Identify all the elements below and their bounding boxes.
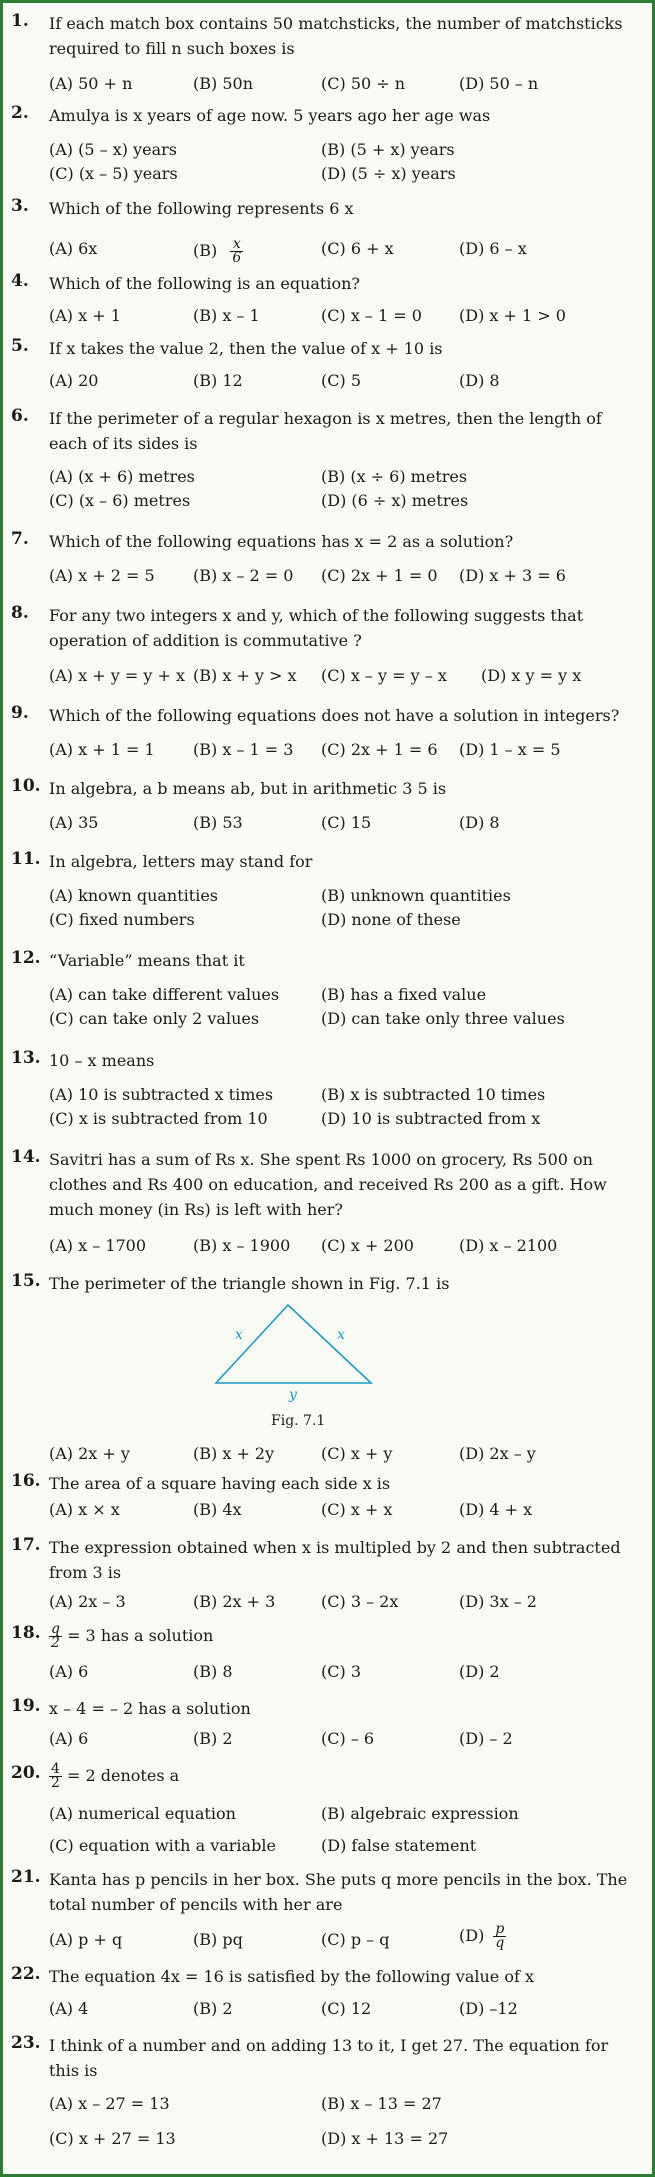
question-number: 6. xyxy=(11,406,29,426)
question-number: 16. xyxy=(11,1471,41,1491)
option-c[interactable]: (C) (x – 5) years xyxy=(49,164,178,183)
option-d[interactable]: (D) – 2 xyxy=(459,1729,513,1748)
option-c[interactable]: (C) fixed numbers xyxy=(49,910,195,929)
option-b[interactable]: (B) pq xyxy=(193,1930,243,1949)
option-a[interactable]: (A) x + 2 = 5 xyxy=(49,566,155,585)
option-b[interactable]: (B) unknown quantities xyxy=(321,886,511,905)
option-d[interactable]: (D) 50 – n xyxy=(459,74,539,93)
question-number: 5. xyxy=(11,336,29,356)
option-a[interactable]: (A) can take different values xyxy=(49,985,280,1004)
question-number: 2. xyxy=(11,103,29,123)
option-d[interactable]: (D) 10 is subtracted from x xyxy=(321,1109,541,1128)
option-d[interactable]: (D) –12 xyxy=(459,1999,518,2018)
option-d[interactable]: (D) (6 ÷ x) metres xyxy=(321,491,469,510)
fraction-x-over-6: $\frac{x}{6}$ xyxy=(232,236,242,266)
base-label: y xyxy=(289,1387,297,1403)
question-number: 20. xyxy=(11,1763,41,1783)
question-text: If each match box contains 50 matchsticks, the number of matchsticks required to fill n such boxes is xyxy=(49,14,623,58)
option-b[interactable]: (B) 2 xyxy=(193,1729,233,1748)
option-a[interactable]: (A) 6 xyxy=(49,1662,89,1681)
option-c[interactable]: (C) 3 xyxy=(321,1662,361,1681)
option-d[interactable]: (D) 1 – x = 5 xyxy=(459,740,561,759)
option-a[interactable]: (A) 4 xyxy=(49,1999,89,2018)
question-number: 22. xyxy=(11,1964,41,1984)
option-d[interactable]: (D) x y = y x xyxy=(481,666,582,685)
option-a[interactable]: (A) 50 + n xyxy=(49,74,133,93)
option-d[interactable]: (D) false statement xyxy=(321,1836,477,1855)
option-d[interactable]: (D) (5 ÷ x) years xyxy=(321,164,456,183)
option-a[interactable]: (A) x – 1700 xyxy=(49,1236,147,1255)
option-d[interactable]: (D) 8 xyxy=(459,813,500,832)
option-a[interactable]: (A) 35 xyxy=(49,813,99,832)
option-c[interactable]: (C) 15 xyxy=(321,813,372,832)
option-d[interactable]: (D) x + 13 = 27 xyxy=(321,2129,449,2148)
question-number: 15. xyxy=(11,1271,41,1291)
option-a[interactable]: (A) known quantities xyxy=(49,886,219,905)
option-a[interactable]: (A) p + q xyxy=(49,1930,123,1949)
option-b[interactable]: (B) 4x xyxy=(193,1500,242,1519)
option-b[interactable]: (B) x is subtracted 10 times xyxy=(321,1085,546,1104)
question-number: 1. xyxy=(11,11,29,31)
option-b[interactable] xyxy=(193,238,243,265)
option-b[interactable]: (B) (x ÷ 6) metres xyxy=(321,467,468,486)
question-number: 7. xyxy=(11,529,29,549)
question-number: 8. xyxy=(11,603,29,623)
question-number: 11. xyxy=(11,849,41,869)
question-number: 10. xyxy=(11,776,41,796)
option-d-label: (D) xyxy=(459,1926,485,1945)
option-b[interactable]: (B) (5 + x) years xyxy=(321,140,455,159)
option-c[interactable]: (C) equation with a variable xyxy=(49,1836,276,1855)
option-c[interactable]: (C) x + 200 xyxy=(321,1236,414,1255)
question-number: 21. xyxy=(11,1867,41,1887)
option-a[interactable]: (A) x + y = y + x xyxy=(49,666,185,685)
question-text: Which of the following equations does not have a solution in integers? xyxy=(49,706,620,725)
option-b[interactable]: (B) x + y > x xyxy=(193,666,297,685)
question-number: 19. xyxy=(11,1696,41,1716)
option-a[interactable]: (A) 2x – 3 xyxy=(49,1592,126,1611)
question-number: 4. xyxy=(11,271,29,291)
fraction-p-over-q: $\frac{p}{q}$ xyxy=(495,1921,505,1951)
option-b[interactable]: (B) 8 xyxy=(193,1662,233,1681)
option-b[interactable]: (B) 2x + 3 xyxy=(193,1592,276,1611)
option-a[interactable]: (A) (5 – x) years xyxy=(49,140,177,159)
option-c[interactable]: (C) p – q xyxy=(321,1930,390,1949)
option-b-label: (B) xyxy=(193,241,218,260)
option-b[interactable]: (B) 12 xyxy=(193,371,243,390)
option-d[interactable]: (D) can take only three values xyxy=(321,1009,565,1028)
question-text: “Variable” means that it xyxy=(49,951,245,970)
option-b[interactable]: (B) has a fixed value xyxy=(321,985,487,1004)
option-b[interactable]: (B) 2 xyxy=(193,1999,233,2018)
fraction-q-over-2: $\frac{q}{2}$ xyxy=(51,1621,60,1651)
triangle-shape xyxy=(216,1305,371,1383)
fraction-4-over-2: $\frac{4}{2}$ xyxy=(51,1761,60,1791)
option-a[interactable]: (A) 2x + y xyxy=(49,1444,130,1463)
question-text: If the perimeter of a regular hexagon is x metres, then the length of each of its sides is xyxy=(49,409,602,453)
question-text: The expression obtained when x is multipled by 2 and then subtracted from 3 is xyxy=(49,1538,621,1582)
option-b[interactable]: (B) 50n xyxy=(193,74,253,93)
option-c[interactable]: (C) 6 + x xyxy=(321,239,394,258)
question-number: 14. xyxy=(11,1147,41,1167)
question-number: 12. xyxy=(11,948,41,968)
question-number: 13. xyxy=(11,1048,41,1068)
option-c[interactable]: (C) x – y = y – x xyxy=(321,666,447,685)
option-a[interactable]: (A) (x + 6) metres xyxy=(49,467,195,486)
option-c[interactable]: (C) 50 ÷ n xyxy=(321,74,406,93)
option-b[interactable]: (B) x – 1 = 3 xyxy=(193,740,294,759)
option-d[interactable]: (D) 6 – x xyxy=(459,239,527,258)
option-b[interactable]: (B) x – 1900 xyxy=(193,1236,291,1255)
option-b[interactable]: (B) 53 xyxy=(193,813,243,832)
option-d[interactable]: (D) x – 2100 xyxy=(459,1236,558,1255)
option-b[interactable]: (B) x – 2 = 0 xyxy=(193,566,294,585)
question-text: Amulya is x years of age now. 5 years ago her age was xyxy=(49,106,491,125)
option-d[interactable]: (D) none of these xyxy=(321,910,461,929)
option-c[interactable]: (C) x + y xyxy=(321,1444,393,1463)
option-b[interactable]: (B) x – 13 = 27 xyxy=(321,2094,442,2113)
option-d[interactable]: (D) x + 3 = 6 xyxy=(459,566,566,585)
question-text: Kanta has p pencils in her box. She puts q more pencils in the box. The total number of pencils with her are xyxy=(49,1870,628,1914)
question-number: 9. xyxy=(11,703,29,723)
option-a[interactable]: (A) 6 xyxy=(49,1729,89,1748)
question-text: Which of the following represents 6 x xyxy=(49,199,354,218)
option-a[interactable]: (A) x – 27 = 13 xyxy=(49,2094,170,2113)
option-c[interactable]: (C) – 6 xyxy=(321,1729,375,1748)
question-number: 18. xyxy=(11,1623,41,1643)
question-number: 3. xyxy=(11,196,29,216)
question-text: The perimeter of the triangle shown in Fig. 7.1 is xyxy=(49,1274,450,1293)
question-text: The equation 4x = 16 is satisfied by the following value of x xyxy=(49,1967,535,1986)
question-text: 10 – x means xyxy=(49,1051,155,1070)
option-d[interactable]: (D) 4 + x xyxy=(459,1500,533,1519)
option-c[interactable]: (C) 5 xyxy=(321,371,361,390)
option-b[interactable]: (B) x – 1 xyxy=(193,306,260,325)
option-d[interactable]: (D) 8 xyxy=(459,371,500,390)
triangle-figure xyxy=(213,1301,383,1403)
option-d[interactable]: (D) x + 1 > 0 xyxy=(459,306,566,325)
question-text-row xyxy=(49,1763,641,1790)
question-text-row xyxy=(49,1623,641,1650)
option-b[interactable]: (B) algebraic expression xyxy=(321,1804,519,1823)
option-d[interactable] xyxy=(459,1923,506,1950)
option-c[interactable]: (C) can take only 2 values xyxy=(49,1009,260,1028)
question-number: 23. xyxy=(11,2033,41,2053)
option-c[interactable]: (C) x + 27 = 13 xyxy=(49,2129,176,2148)
option-c[interactable]: (C) 3 – 2x xyxy=(321,1592,399,1611)
side-right-label: x xyxy=(337,1327,345,1343)
option-c[interactable]: (C) 12 xyxy=(321,1999,372,2018)
option-b[interactable]: (B) x + 2y xyxy=(193,1444,275,1463)
option-d[interactable]: (D) 2x – y xyxy=(459,1444,536,1463)
question-text: The area of a square having each side x is xyxy=(49,1474,391,1493)
option-c[interactable]: (C) 2x + 1 = 6 xyxy=(321,740,438,759)
option-c[interactable]: (C) x + x xyxy=(321,1500,393,1519)
question-text: Savitri has a sum of Rs x. She spent Rs 1000 on grocery, Rs 500 on clothes and Rs 400 on education, and received Rs 200 as a gift. How much money (in Rs) is left with her? xyxy=(49,1150,607,1219)
option-a[interactable]: (A) 6x xyxy=(49,239,98,258)
question-text: = 3 has a solution xyxy=(67,1626,214,1645)
figure-caption: Fig. 7.1 xyxy=(271,1413,326,1429)
question-text: = 2 denotes a xyxy=(67,1766,180,1785)
question-text: x – 4 = – 2 has a solution xyxy=(49,1699,251,1718)
question-text: If x takes the value 2, then the value of x + 10 is xyxy=(49,339,443,358)
option-a[interactable]: (A) x + 1 xyxy=(49,306,121,325)
option-c[interactable]: (C) 2x + 1 = 0 xyxy=(321,566,438,585)
option-c[interactable]: (C) x is subtracted from 10 xyxy=(49,1109,268,1128)
question-text: In algebra, a b means ab, but in arithmetic 3 5 is xyxy=(49,779,447,798)
side-left-label: x xyxy=(235,1327,243,1343)
option-a[interactable]: (A) 20 xyxy=(49,371,99,390)
question-number: 17. xyxy=(11,1535,41,1555)
option-d[interactable]: (D) 2 xyxy=(459,1662,500,1681)
question-text: Which of the following equations has x = 2 as a solution? xyxy=(49,532,514,551)
option-a[interactable]: (A) numerical equation xyxy=(49,1804,236,1823)
option-a[interactable]: (A) 10 is subtracted x times xyxy=(49,1085,274,1104)
option-a[interactable]: (A) x × x xyxy=(49,1500,120,1519)
option-a[interactable]: (A) x + 1 = 1 xyxy=(49,740,155,759)
question-text: I think of a number and on adding 13 to it, I get 27. The equation for this is xyxy=(49,2036,609,2080)
question-text: Which of the following is an equation? xyxy=(49,274,360,293)
question-text: In algebra, letters may stand for xyxy=(49,852,313,871)
option-c[interactable]: (C) (x – 6) metres xyxy=(49,491,191,510)
question-text: For any two integers x and y, which of the following suggests that operation of addition is commutative ? xyxy=(49,606,584,650)
option-d[interactable]: (D) 3x – 2 xyxy=(459,1592,537,1611)
option-c[interactable]: (C) x – 1 = 0 xyxy=(321,306,422,325)
